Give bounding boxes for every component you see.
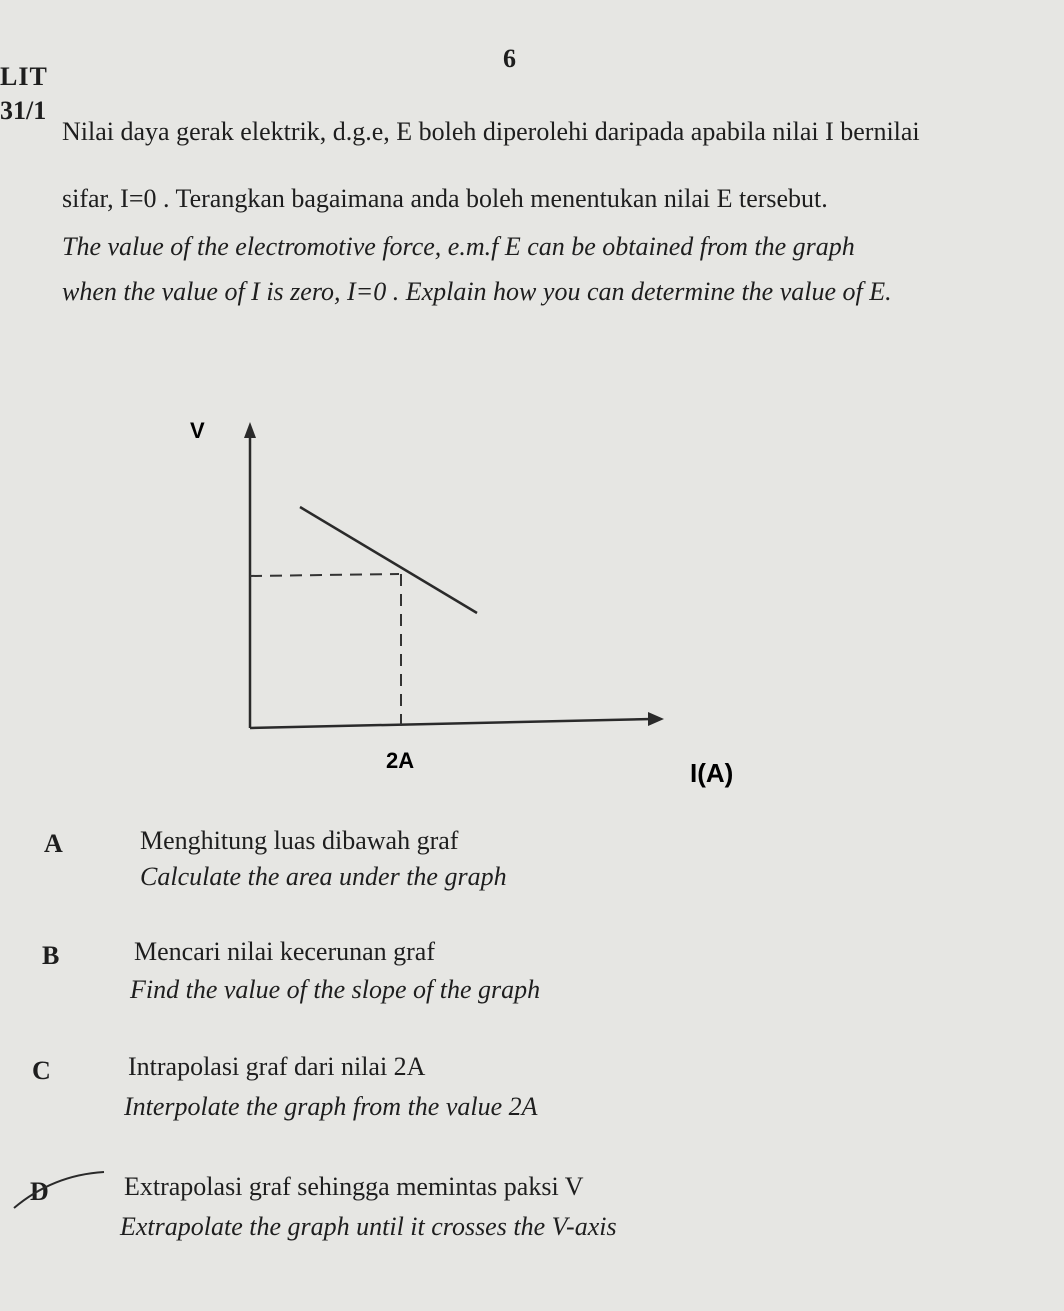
- option-a-letter: A: [44, 829, 63, 858]
- header-paper-number: 31/1: [0, 96, 47, 125]
- option-b-malay: Mencari nilai kecerunan graf: [134, 937, 436, 966]
- graph-line: [300, 507, 477, 613]
- dashed-horizontal-guide: [250, 574, 399, 576]
- x-axis-arrow-icon: [648, 712, 664, 726]
- page-number: 6: [503, 44, 516, 73]
- question-english-line-1: The value of the electromotive force, e.m.f E can be obtained from the graph: [62, 232, 855, 261]
- question-english-line-2: when the value of I is zero, I=0 . Explain how you can determine the value of E.: [62, 277, 892, 306]
- header-code: LIT: [0, 62, 48, 91]
- y-axis-label: V: [190, 418, 205, 443]
- x-marker-label: 2A: [386, 748, 415, 773]
- option-c-letter: C: [32, 1056, 51, 1085]
- option-c-malay: Intrapolasi graf dari nilai 2A: [128, 1052, 426, 1081]
- question-malay-line-2: sifar, I=0 . Terangkan bagaimana anda boleh menentukan nilai E tersebut.: [62, 184, 828, 213]
- option-a-malay: Menghitung luas dibawah graf: [140, 826, 459, 855]
- y-axis-arrow-icon: [244, 422, 256, 438]
- option-b-english: Find the value of the slope of the graph: [130, 975, 541, 1004]
- option-b-letter: B: [42, 941, 60, 970]
- option-d-english: Extrapolate the graph until it crosses the V-axis: [120, 1212, 617, 1241]
- x-axis: [250, 719, 652, 728]
- option-d-malay: Extrapolasi graf sehingga memintas paksi V: [124, 1172, 584, 1201]
- pen-mark-icon: [0, 1160, 120, 1220]
- question-malay-line-1: Nilai daya gerak elektrik, d.g.e, E boleh diperolehi daripada apabila nilai I bernilai: [62, 117, 920, 146]
- option-a-english: Calculate the area under the graph: [140, 862, 507, 891]
- option-d-letter: D: [30, 1177, 49, 1206]
- x-axis-label: I(A): [690, 758, 734, 788]
- option-c-english: Interpolate the graph from the value 2A: [124, 1092, 538, 1121]
